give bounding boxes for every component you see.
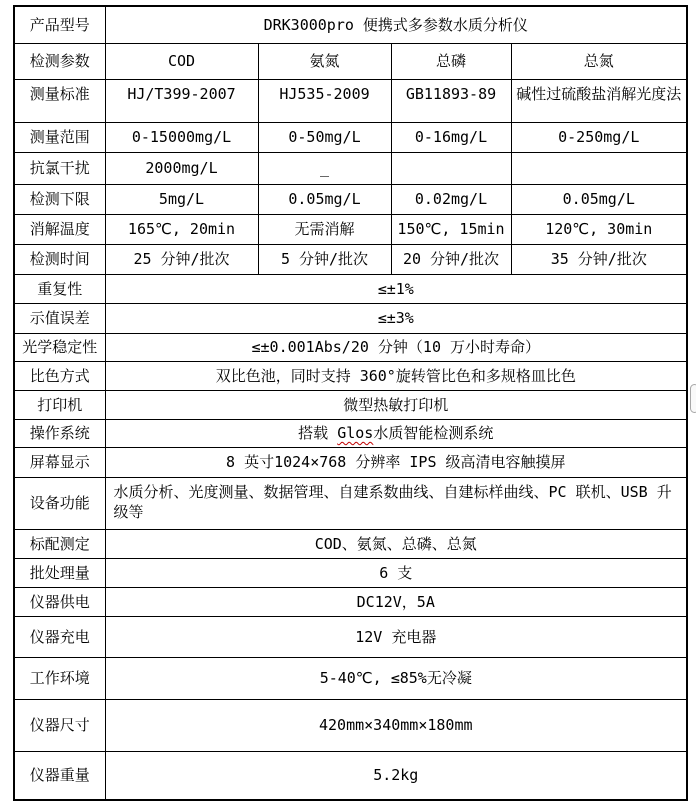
row-label: 抗氯干扰 <box>14 152 105 184</box>
row-label: 标配测定 <box>14 529 105 558</box>
row-label: 测量标准 <box>14 79 105 122</box>
spec-row <box>14 447 687 477</box>
spec-table <box>13 5 688 801</box>
row-value: 0-16mg/L <box>391 122 511 152</box>
spec-row <box>14 214 687 244</box>
row-label: 消解温度 <box>14 214 105 244</box>
row-value: DRK3000pro 便携式多参数水质分析仪 <box>105 6 687 43</box>
row-value <box>105 419 687 447</box>
spec-row <box>14 6 687 43</box>
spec-row <box>14 587 687 616</box>
row-label: 设备功能 <box>14 477 105 529</box>
row-label: 仪器充电 <box>14 616 105 657</box>
row-value: 6 支 <box>105 558 687 587</box>
row-value: _ <box>258 152 391 184</box>
row-value: ≤±0.001Abs/20 分钟（10 万小时寿命） <box>105 333 687 361</box>
row-label: 比色方式 <box>14 361 105 390</box>
spec-row <box>14 152 687 184</box>
row-label: 批处理量 <box>14 558 105 587</box>
row-value: 8 英寸1024×768 分辨率 IPS 级高清电容触摸屏 <box>105 447 687 477</box>
row-value: COD <box>105 43 258 79</box>
spec-row <box>14 274 687 303</box>
row-value: 0.02mg/L <box>391 184 511 214</box>
spec-row <box>14 361 687 390</box>
row-value: 12V 充电器 <box>105 616 687 657</box>
spec-row <box>14 699 687 751</box>
row-value: ≤±3% <box>105 303 687 333</box>
row-label: 测量范围 <box>14 122 105 152</box>
spec-row <box>14 43 687 79</box>
scrollbar-thumb[interactable] <box>690 384 696 413</box>
row-value: 总磷 <box>391 43 511 79</box>
row-value: 420mm×340mm×180mm <box>105 699 687 751</box>
spec-row <box>14 244 687 274</box>
spec-row <box>14 333 687 361</box>
row-value: COD、氨氮、总磷、总氮 <box>105 529 687 558</box>
row-label: 检测下限 <box>14 184 105 214</box>
row-value: 0.05mg/L <box>258 184 391 214</box>
row-value: 5mg/L <box>105 184 258 214</box>
row-value: 5-40℃, ≤85%无冷凝 <box>105 657 687 699</box>
spec-row <box>14 529 687 558</box>
row-value: 120℃, 30min <box>511 214 687 244</box>
row-label: 检测参数 <box>14 43 105 79</box>
row-value: 微型热敏打印机 <box>105 390 687 419</box>
row-label: 产品型号 <box>14 6 105 43</box>
spec-row <box>14 303 687 333</box>
row-label: 工作环境 <box>14 657 105 699</box>
row-label: 打印机 <box>14 390 105 419</box>
row-value: 无需消解 <box>258 214 391 244</box>
row-value: 氨氮 <box>258 43 391 79</box>
spec-row <box>14 558 687 587</box>
row-value: 2000mg/L <box>105 152 258 184</box>
spec-row <box>14 390 687 419</box>
row-value: 5.2kg <box>105 751 687 800</box>
spec-row <box>14 616 687 657</box>
row-label: 重复性 <box>14 274 105 303</box>
row-value: 0-15000mg/L <box>105 122 258 152</box>
row-value: 165℃, 20min <box>105 214 258 244</box>
row-value: 150℃, 15min <box>391 214 511 244</box>
row-value: 20 分钟/批次 <box>391 244 511 274</box>
row-value: HJ535-2009 <box>258 79 391 122</box>
spec-row <box>14 751 687 800</box>
row-value <box>391 152 511 184</box>
row-value: 水质分析、光度测量、数据管理、自建系数曲线、自建标样曲线、PC 联机、USB 升级等 <box>105 477 687 529</box>
row-value: 双比色池，同时支持 360°旋转管比色和多规格皿比色 <box>105 361 687 390</box>
spec-row <box>14 477 687 529</box>
row-value: 碱性过硫酸盐消解光度法 <box>511 79 687 122</box>
row-value: 5 分钟/批次 <box>258 244 391 274</box>
row-label: 屏幕显示 <box>14 447 105 477</box>
row-value: 0.05mg/L <box>511 184 687 214</box>
row-label: 检测时间 <box>14 244 105 274</box>
row-label: 仪器重量 <box>14 751 105 800</box>
row-value: 总氮 <box>511 43 687 79</box>
spec-row <box>14 79 687 122</box>
text-segment: 搭载 <box>298 424 338 442</box>
row-label: 仪器尺寸 <box>14 699 105 751</box>
row-label: 操作系统 <box>14 419 105 447</box>
spec-row <box>14 419 687 447</box>
row-value: 0-250mg/L <box>511 122 687 152</box>
spec-row <box>14 657 687 699</box>
row-value <box>511 152 687 184</box>
row-label: 示值误差 <box>14 303 105 333</box>
spellcheck-underlined-word: Glos <box>337 424 374 442</box>
row-value: ≤±1% <box>105 274 687 303</box>
spec-row <box>14 122 687 152</box>
spec-row <box>14 184 687 214</box>
row-value: HJ/T399-2007 <box>105 79 258 122</box>
row-value: 25 分钟/批次 <box>105 244 258 274</box>
row-label: 仪器供电 <box>14 587 105 616</box>
row-value: 0-50mg/L <box>258 122 391 152</box>
row-value: GB11893-89 <box>391 79 511 122</box>
row-label: 光学稳定性 <box>14 333 105 361</box>
spec-table-body <box>14 6 687 800</box>
row-value: DC12V，5A <box>105 587 687 616</box>
row-value: 35 分钟/批次 <box>511 244 687 274</box>
text-segment: 水质智能检测系统 <box>373 424 494 442</box>
